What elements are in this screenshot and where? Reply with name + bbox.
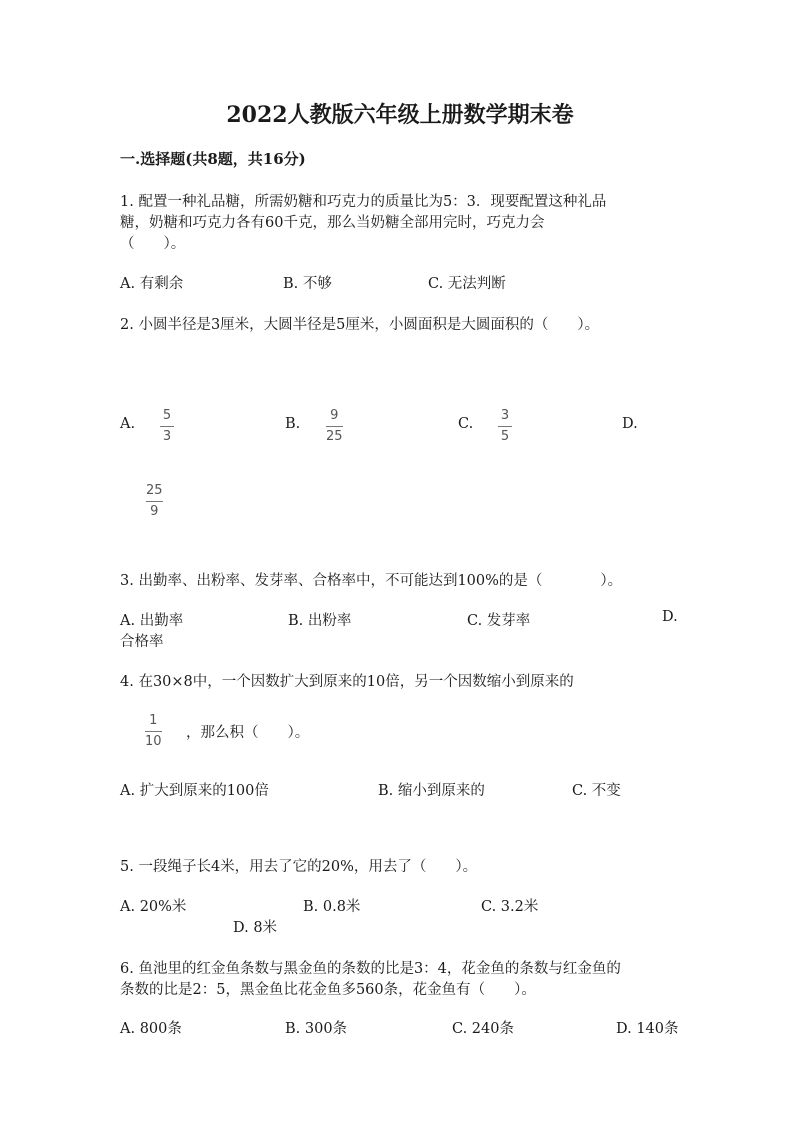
question-5-option-a: A. 20%米	[120, 899, 187, 915]
question-4-option-b: B. 缩小到原来的	[378, 783, 485, 799]
question-2-text: 2. 小圆半径是3厘米，大圆半径是5厘米，小圆面积是大圆面积的（ ）。	[120, 317, 600, 333]
question-2-option-d-fraction	[146, 483, 163, 520]
fraction-numerator: 5	[162, 408, 172, 423]
fraction-denominator: 3	[162, 429, 172, 444]
question-1-line-2: 糖，奶糖和巧克力各有60千克，那么当奶糖全部用完时，巧克力会	[120, 215, 545, 231]
question-3-option-a: A. 出勤率	[120, 613, 184, 629]
question-3-option-d-label: D.	[662, 609, 678, 625]
question-1-option-b: B. 不够	[283, 276, 332, 292]
question-3-option-b: B. 出粉率	[288, 613, 352, 629]
fraction-bar	[146, 501, 163, 502]
question-2-option-a-fraction	[160, 408, 174, 445]
fraction-bar	[498, 426, 512, 427]
page-title: 2022人教版六年级上册数学期末卷	[226, 102, 574, 128]
fraction-denominator: 10	[145, 734, 162, 749]
fraction-denominator: 9	[150, 504, 159, 519]
question-3-text: 3. 出勤率、出粉率、发芽率、合格率中，不可能达到100%的是（ ）。	[120, 573, 623, 589]
question-4-text-after: ，那么积（ ）。	[186, 725, 310, 741]
question-6-option-a: A. 800条	[120, 1021, 182, 1037]
question-1-line-1: 1. 配置一种礼品糖，所需奶糖和巧克力的质量比为5：3．现要配置这种礼品	[120, 194, 607, 210]
question-2-option-b-fraction	[326, 408, 343, 445]
fraction-numerator: 1	[149, 713, 158, 728]
fraction-bar	[145, 731, 162, 732]
fraction-bar	[326, 426, 343, 427]
question-6-option-d: D. 140条	[616, 1021, 679, 1037]
question-6-option-b: B. 300条	[285, 1021, 348, 1037]
question-6-line-2: 条数的比是2：5，黑金鱼比花金鱼多560条，花金鱼有（ ）。	[120, 982, 536, 998]
question-2-option-c-label: C.	[458, 416, 474, 432]
question-1-option-a: A. 有剩余	[120, 276, 184, 292]
question-3-option-c: C. 发芽率	[467, 613, 531, 629]
question-5-option-d: D. 8米	[233, 920, 278, 936]
fraction-denominator: 5	[500, 429, 510, 444]
fraction-numerator: 9	[330, 408, 339, 423]
question-4-option-a: A. 扩大到原来的100倍	[120, 783, 269, 799]
question-5-text: 5. 一段绳子长4米，用去了它的20%，用去了（ ）。	[120, 859, 478, 875]
section-heading: 一.选择题(共8题，共16分)	[120, 150, 306, 168]
question-4-text: 4. 在30×8中，一个因数扩大到原来的10倍，另一个因数缩小到原来的	[120, 674, 574, 690]
question-2-option-b-label: B.	[285, 416, 301, 432]
question-6-option-c: C. 240条	[452, 1021, 514, 1037]
question-4-fraction	[145, 713, 162, 750]
question-5-option-b: B. 0.8米	[303, 899, 361, 915]
question-4-option-c: C. 不变	[572, 783, 621, 799]
question-5-option-c: C. 3.2米	[481, 899, 539, 915]
fraction-numerator: 3	[500, 408, 510, 423]
question-2-option-a-label: A.	[120, 416, 136, 432]
fraction-bar	[160, 426, 174, 427]
fraction-numerator: 25	[146, 483, 163, 498]
question-3-option-d-text: 合格率	[120, 634, 164, 650]
question-2-option-d-label: D.	[622, 416, 638, 432]
question-6-line-1: 6. 鱼池里的红金鱼条数与黑金鱼的条数的比是3：4，花金鱼的条数与红金鱼的	[120, 961, 621, 977]
question-1-option-c: C. 无法判断	[428, 276, 506, 292]
fraction-denominator: 25	[326, 429, 343, 444]
question-2-option-c-fraction	[498, 408, 512, 445]
question-1-line-3: （ ）。	[120, 236, 186, 252]
